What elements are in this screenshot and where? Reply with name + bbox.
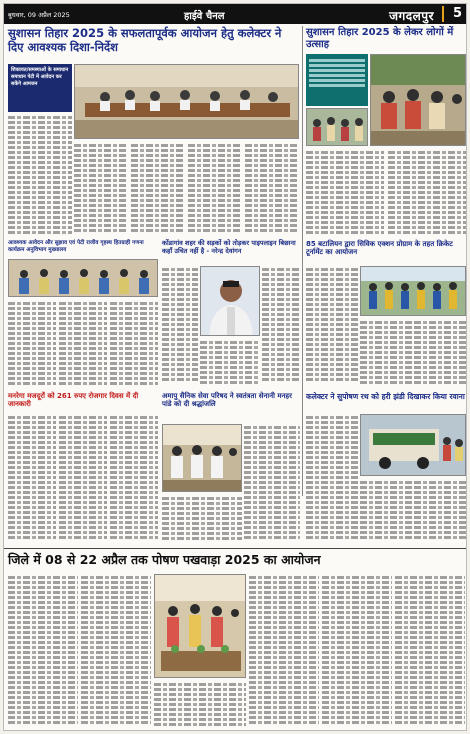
headline-a2: सुशासन तिहार 2025 के लेकर लोगों में उत्साह [306, 27, 454, 50]
headline-a6: मनरेगा मजदूरों को 261 रुपए रोजगार दिवस में दी जानकारी [8, 392, 139, 409]
article-a5-col1 [306, 266, 358, 388]
highlight-box-a2 [306, 54, 368, 106]
article-a1-col5 [245, 142, 299, 236]
article-a1-col4 [188, 142, 242, 236]
article-a8-col1 [306, 414, 358, 544]
article-a6-col3 [110, 414, 158, 544]
headline-a7: अमापु सैनिक सेवा परिषद ने स्वतंत्रता सेनानी मनहर पांडे को दी श्रद्धांजलि [162, 392, 292, 409]
article-a1-col3 [131, 142, 185, 236]
article-a3-col1 [8, 300, 56, 388]
meeting-photo [74, 64, 299, 139]
portrait-photo [200, 266, 260, 336]
article-a4-col1 [162, 266, 198, 388]
article-a5-col2 [360, 319, 412, 388]
masthead [4, 4, 467, 24]
article-a9-col2 [81, 574, 151, 728]
article-a3-col2 [59, 300, 107, 388]
issue-date: बुधवार, 09 अप्रैल 2025 [8, 11, 70, 19]
paper-name: हाईवे चैनल [184, 11, 225, 22]
article-a9-col5 [322, 574, 392, 728]
suposhan-rath-photo [360, 414, 466, 476]
public-gathering-photo [370, 54, 466, 146]
article-a3-col3 [110, 300, 158, 388]
headline-a4: कोंडागांव शहर की सड़कों को तोड़कर पाइपलाइन बिछाना कहाँ उचित नहीं है - नरेन्द्र देवांगन [162, 239, 296, 255]
headline-a3: आवश्यक आवेदन और सुझाव एवं पेटी राजीव गृहस्थ हितग्राही गणना कार्यक्रम अनुविभाग मुख्यालय [8, 240, 144, 253]
article-a7-col1 [244, 424, 300, 544]
highlight-box-a1: शिकायत/समस्याओं के समाधान समाधान पेटी में आवेदन कर सकेंगे आमजन [8, 64, 72, 112]
article-a7-col2 [162, 495, 242, 544]
column-rule [302, 26, 303, 496]
article-a1-col2 [74, 142, 128, 236]
article-a6-col2 [59, 414, 107, 544]
article-a4-col3 [200, 339, 260, 388]
headline-a1: सुशासन तिहार 2025 के सफलतापूर्वक आयोजन हेतु कलेक्टर ने दिए आवश्यक दिशा-निर्देश [8, 26, 282, 54]
article-a9-col1 [8, 574, 78, 728]
page-number: 5 [452, 6, 462, 21]
article-a2-col2 [388, 149, 466, 237]
article-a6-col1 [8, 414, 56, 544]
article-a9-col4 [249, 574, 319, 728]
article-a8-col2 [360, 479, 412, 544]
headline-a8: कलेक्टर ने सुपोषण रथ को हरी झंडी दिखाकर किया रवाना [306, 392, 465, 401]
cricket-team-photo [360, 266, 466, 316]
article-a9-col3 [154, 681, 246, 728]
article-a5-col3 [414, 319, 466, 388]
edition-city: जगदलपुर [389, 9, 434, 23]
article-a2-col1 [306, 149, 384, 237]
article-a8-col3 [414, 479, 466, 544]
tribute-photo [162, 424, 242, 492]
article-a4-col2 [262, 266, 300, 388]
headline-a5: 85 बटालियन द्वारा सिविक एक्शन प्रोग्राम के तहत क्रिकेट टूर्नामेंट का आयोजन [306, 240, 453, 257]
headline-a9: जिले में 08 से 22 अप्रैल तक पोषण पखवाड़ा 2025 का आयोजन [8, 552, 321, 567]
masthead-separator [442, 6, 444, 22]
newspaper-page [3, 3, 467, 731]
crowd-photo [306, 108, 368, 146]
section-rule [4, 548, 467, 549]
poshan-event-photo [154, 574, 246, 678]
article-a9-col6 [395, 574, 465, 728]
ceremony-photo [8, 259, 158, 297]
article-a1-col1 [8, 114, 72, 236]
